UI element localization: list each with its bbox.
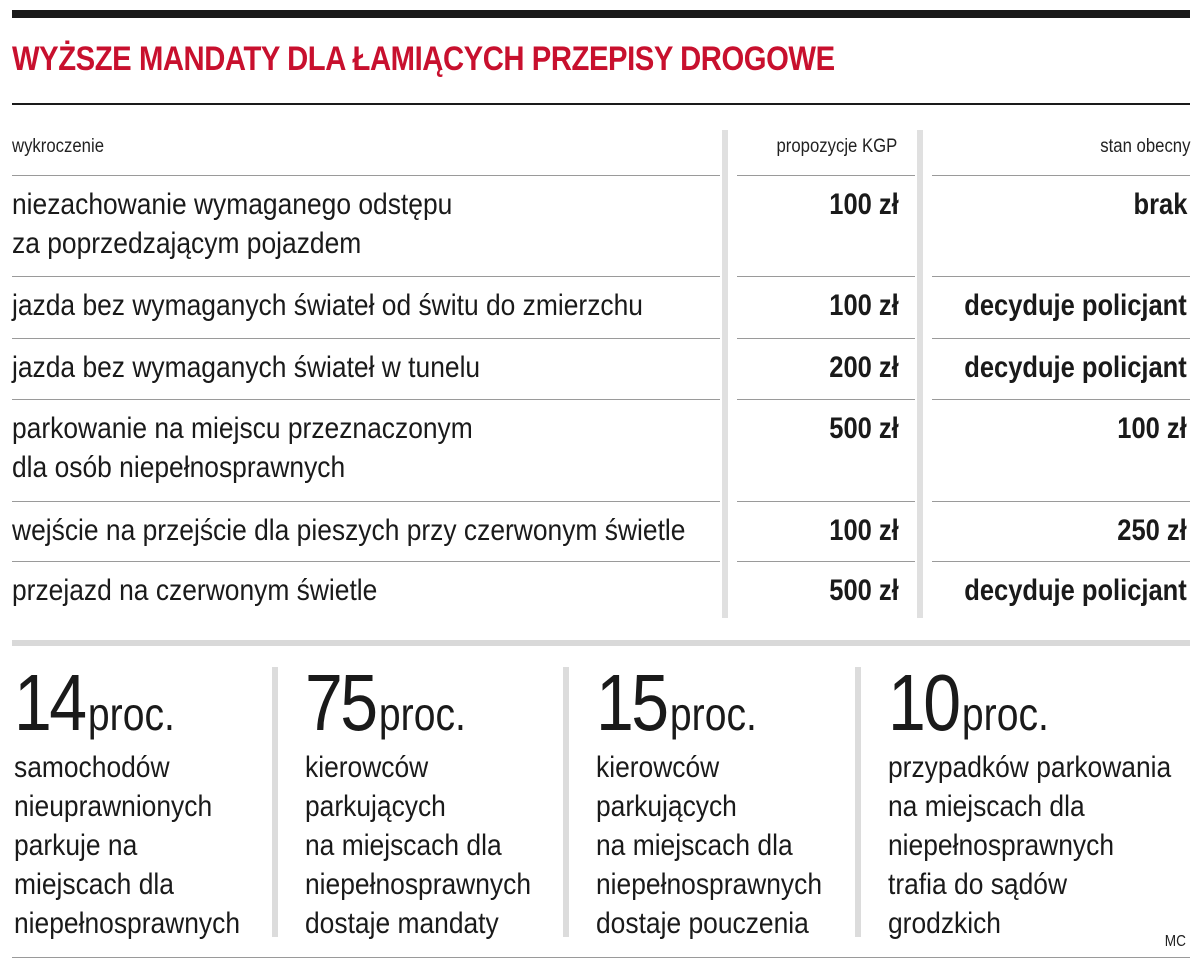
table-row (12, 175, 1190, 276)
header-current: stan obecny (1099, 136, 1190, 157)
row-divider (737, 175, 915, 176)
stat-figure (596, 658, 814, 748)
row-divider (932, 276, 1190, 277)
stat-line: kierowców (305, 751, 429, 784)
offense-line: wejście na przejście dla pieszych przy czerwonym świetle (12, 514, 686, 547)
stat-unit: proc. (378, 688, 466, 740)
stat-unit: proc. (87, 688, 175, 740)
stat-block (305, 658, 562, 943)
current-cell: decyduje policjant (964, 351, 1187, 384)
stat-separator (563, 667, 569, 937)
kgp-cell: 100 zł (829, 188, 899, 221)
stat-unit: proc. (961, 688, 1049, 740)
stat-number: 75 (305, 658, 376, 747)
offense-cell (12, 409, 473, 487)
offense-line: jazda bez wymaganych świateł w tunelu (12, 351, 481, 384)
row-divider (932, 561, 1190, 562)
row-divider (737, 561, 915, 562)
stat-description (14, 748, 240, 943)
offense-line: przejazd na czerwonym świetle (12, 574, 378, 607)
stat-line: kierowców (596, 751, 720, 784)
row-divider (12, 276, 720, 277)
row-divider (737, 338, 915, 339)
bottom-rule (12, 957, 1190, 958)
offense-cell (12, 286, 643, 325)
row-divider (737, 276, 915, 277)
stat-figure (888, 658, 1162, 748)
stat-description (888, 748, 1171, 943)
top-bar (12, 10, 1190, 18)
row-divider (932, 501, 1190, 502)
section-divider (12, 640, 1190, 646)
kgp-cell: 500 zł (829, 412, 899, 445)
row-divider (12, 399, 720, 400)
header-offense: wykroczenie (12, 136, 105, 157)
table-row (12, 276, 1190, 338)
stat-figure (14, 658, 232, 748)
table-row (12, 338, 1190, 399)
stat-line: miejscach dla (14, 868, 174, 901)
current-cell: 100 zł (1117, 412, 1187, 445)
row-divider (12, 175, 720, 176)
stat-line: dostaje pouczenia (596, 907, 809, 940)
row-divider (932, 338, 1190, 339)
stat-separator (272, 667, 278, 937)
offense-cell (12, 185, 452, 263)
stat-number: 15 (596, 658, 667, 747)
stat-line: niepełnosprawnych (888, 829, 1115, 862)
header-kgp: propozycje KGP (776, 136, 897, 157)
stat-line: na miejscach dla (305, 829, 502, 862)
kgp-cell: 500 zł (829, 574, 899, 607)
row-divider (737, 501, 915, 502)
stat-description (305, 748, 531, 943)
row-divider (12, 338, 720, 339)
kgp-cell: 200 zł (829, 351, 899, 384)
row-divider (932, 175, 1190, 176)
stat-figure (305, 658, 523, 748)
stat-line: niepełnosprawnych (14, 907, 241, 940)
stat-separator (855, 667, 861, 937)
stat-block (14, 658, 271, 943)
stat-block (888, 658, 1200, 943)
stat-line: parkujących (596, 790, 737, 823)
stat-block (596, 658, 853, 943)
current-cell: decyduje policjant (964, 574, 1187, 607)
current-cell: decyduje policjant (964, 289, 1187, 322)
stat-line: dostaje mandaty (305, 907, 499, 940)
offense-line: za poprzedzającym pojazdem (12, 227, 362, 260)
stat-line: grodzkich (888, 907, 1001, 940)
author-credit: MC (1164, 933, 1186, 950)
offense-cell (12, 571, 377, 610)
stat-line: trafia do sądów (888, 868, 1068, 901)
current-cell: brak (1133, 188, 1187, 221)
row-divider (12, 561, 720, 562)
current-cell: 250 zł (1117, 514, 1187, 547)
row-divider (932, 399, 1190, 400)
offense-line: parkowanie na miejscu przeznaczonym (12, 412, 473, 445)
table-row (12, 501, 1190, 561)
stat-line: parkuje na (14, 829, 138, 862)
stat-line: niepełnosprawnych (305, 868, 532, 901)
stat-description (596, 748, 822, 943)
offense-cell (12, 348, 480, 387)
row-divider (12, 501, 720, 502)
stat-line: na miejscach dla (888, 790, 1085, 823)
kgp-cell: 100 zł (829, 514, 899, 547)
offense-line: dla osób niepełnosprawnych (12, 451, 346, 484)
stat-number: 10 (888, 658, 959, 747)
stat-number: 14 (14, 658, 85, 747)
kgp-cell: 100 zł (829, 289, 899, 322)
offense-line: niezachowanie wymaganego odstępu (12, 188, 453, 221)
stat-line: przypadków parkowania (888, 751, 1172, 784)
title-rule (12, 103, 1190, 105)
stat-line: samochodów (14, 751, 170, 784)
table-row (12, 561, 1190, 618)
stat-line: nieuprawnionych (14, 790, 213, 823)
fines-table (12, 108, 1190, 618)
stat-unit: proc. (669, 688, 757, 740)
stat-line: parkujących (305, 790, 446, 823)
table-row (12, 399, 1190, 501)
row-divider (737, 399, 915, 400)
offense-line: jazda bez wymaganych świateł od świtu do zmierzchu (12, 289, 643, 322)
stat-line: niepełnosprawnych (596, 868, 823, 901)
page-title: WYŻSZE MANDATY DLA ŁAMIĄCYCH PRZEPISY DROGOWE (12, 40, 835, 78)
offense-cell (12, 511, 685, 550)
stat-line: na miejscach dla (596, 829, 793, 862)
